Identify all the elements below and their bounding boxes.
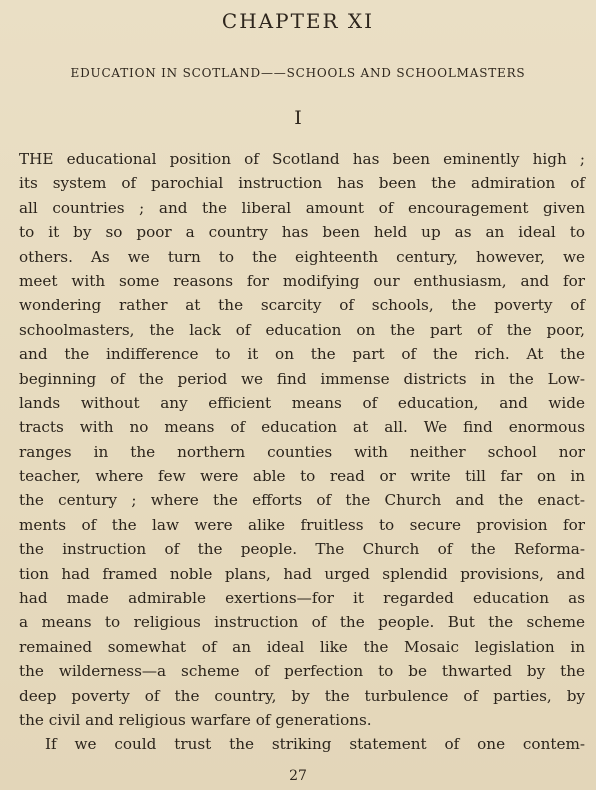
- text-line: schoolmasters, the lack of education on the part of the poor,: [19, 320, 585, 339]
- text-line: to it by so poor a country has been held up as an ideal to: [19, 223, 585, 242]
- text-line: lands without any efficient means of education, and wide: [19, 393, 585, 412]
- text-line: the wilderness—a scheme of perfection to be thwarted by the: [19, 662, 585, 681]
- text-line: others. As we turn to the eighteenth century, however, we: [19, 247, 585, 266]
- text-line: ranges in the northern counties with neither school nor: [19, 442, 585, 461]
- text-line: If we could trust the striking statement of one contem-: [45, 735, 585, 754]
- text-line: had made admirable exertions—for it regarded education as: [19, 589, 585, 608]
- text-line: its system of parochial instruction has been the admiration of: [19, 174, 585, 193]
- page-number: 27: [289, 768, 307, 784]
- text-line: wondering rather at the scarcity of schools, the poverty of: [19, 296, 585, 315]
- chapter-heading: CHAPTER XI: [221, 9, 375, 33]
- text-line: the century ; where the efforts of the Church and the enact-: [19, 491, 585, 510]
- text-line: all countries ; and the liberal amount of encouragement given: [19, 198, 585, 217]
- text-line: beginning of the period we find immense districts in the Low-: [19, 369, 585, 388]
- text-line: tracts with no means of education at all. We find enormous: [19, 418, 585, 437]
- text-line: tion had framed noble plans, had urged splendid provisions, and: [19, 564, 585, 583]
- section-number: I: [294, 107, 302, 129]
- text-line: the civil and religious warfare of generations.: [19, 710, 372, 729]
- text-line: deep poverty of the country, by the turbulence of parties, by: [19, 686, 585, 705]
- text-line: meet with some reasons for modifying our enthusiasm, and for: [19, 271, 585, 290]
- chapter-subtitle: EDUCATION IN SCOTLAND——SCHOOLS AND SCHOOLMASTERS: [70, 66, 526, 80]
- body-text: [19, 147, 585, 757]
- text-line: and the indifference to it on the part of the rich. At the: [19, 345, 585, 364]
- text-line: a means to religious instruction of the people. But the scheme: [19, 613, 585, 632]
- text-line: THE educational position of Scotland has been eminently high ;: [19, 150, 585, 168]
- text-line: the instruction of the people. The Church of the Reforma-: [19, 540, 585, 559]
- text-line: ments of the law were alike fruitless to secure provision for: [19, 515, 585, 534]
- text-line: teacher, where few were able to read or write till far on in: [19, 467, 585, 486]
- text-line: remained somewhat of an ideal like the Mosaic legislation in: [19, 637, 585, 656]
